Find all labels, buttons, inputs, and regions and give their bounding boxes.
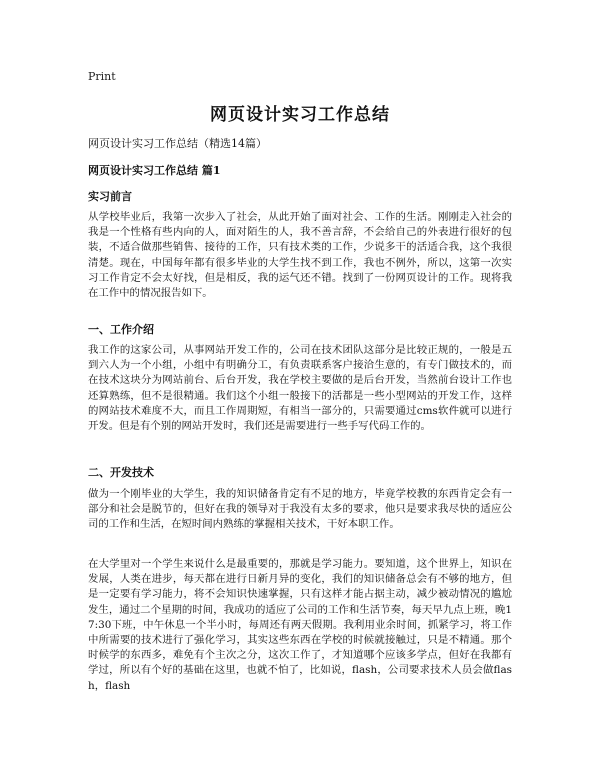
- print-label[interactable]: Print: [88, 70, 116, 83]
- section-heading-intro: 实习前言: [88, 190, 132, 203]
- paragraph-dev-tech-1: 做为一个刚毕业的大学生，我的知识储备肯定有不足的地方，毕竟学校教的东西肯定会有一部分和社会是脱节的，但好在我的领导对于我没有太多的要求，他只是要求我尽快的适应公司的工作和生活，在短时间内熟练的掌握相关技术，干好本职工作。: [88, 488, 512, 531]
- paragraph-work-intro: 我工作的这家公司，从事网站开发工作的，公司在技术团队这部分是比较正规的，一般是五到六人为一个小组，小组中有明确分工，有负责联系客户接洽生意的，有专门做技术的，而在技术这块分为网站前台、后台开发，我在学校主要做的是后台开发，当然前台设计工作也还算熟练，但不是很精通。我们这个小组一般接下的活都是一些小型网站的开发工作，这样的网站技术难度不大，而且工作周期短，有相当一部分的，只需要通过cms软件就可以进行开发。但是有个别的网站开发时，我们还是需要进行一些手写代码工作的。: [88, 344, 512, 433]
- article-heading: 网页设计实习工作总结 篇1: [88, 164, 221, 177]
- document-subtitle: 网页设计实习工作总结（精选14篇）: [88, 137, 267, 150]
- paragraph-intro: 从学校毕业后，我第一次步入了社会，从此开始了面对社会、工作的生活。刚刚走入社会的我是一个性格有些内向的人，面对陌生的人，我不善言辞，不会给自己的外表进行很好的包装，不适合做那些销售、接待的工作，只有技术类的工作，少说多干的活适合我，这个我很清楚。现在，中国每年都有很多毕业的大学生找不到工作，我也不例外，所以，这第一次实习工作肯定不会太好找，但是相反，我的运气还不错。找到了一份网页设计的工作。现将我在工作中的情况报告如下。: [88, 211, 512, 300]
- paragraph-dev-tech-2: 在大学里对一个学生来说什么是最重要的，那就是学习能力。要知道，这个世界上，知识在发展，人类在进步，每天都在进行日新月异的变化，我们的知识储备总会有不够的地方，但是一定要有学习能力，将不会知识快速掌握，只有这样才能占据主动，减少被动情况的尴尬发生，通过二个星期的时间，我成功的适应了公司的工作和生活节奏，每天早九点上班，晚17:30下班，中午休息一个半小时，每周还有两天假期。我利用业余时间，抓紧学习，将工作中所需要的技术进行了强化学习，其实这些东西在学校的时候就接触过，只是不精通。那个时候学的东西多，难免有个主次之分，这次工作了，才知道哪个应该多学点，但好在我都有学过，所以有个好的基础在这里，也就不怕了，比如说，flash，公司要求技术人员会做flash，flash: [88, 558, 512, 692]
- section-heading-work-intro: 一、工作介绍: [88, 323, 154, 336]
- section-heading-dev-tech: 二、开发技术: [88, 466, 154, 479]
- page-title: 网页设计实习工作总结: [210, 105, 390, 125]
